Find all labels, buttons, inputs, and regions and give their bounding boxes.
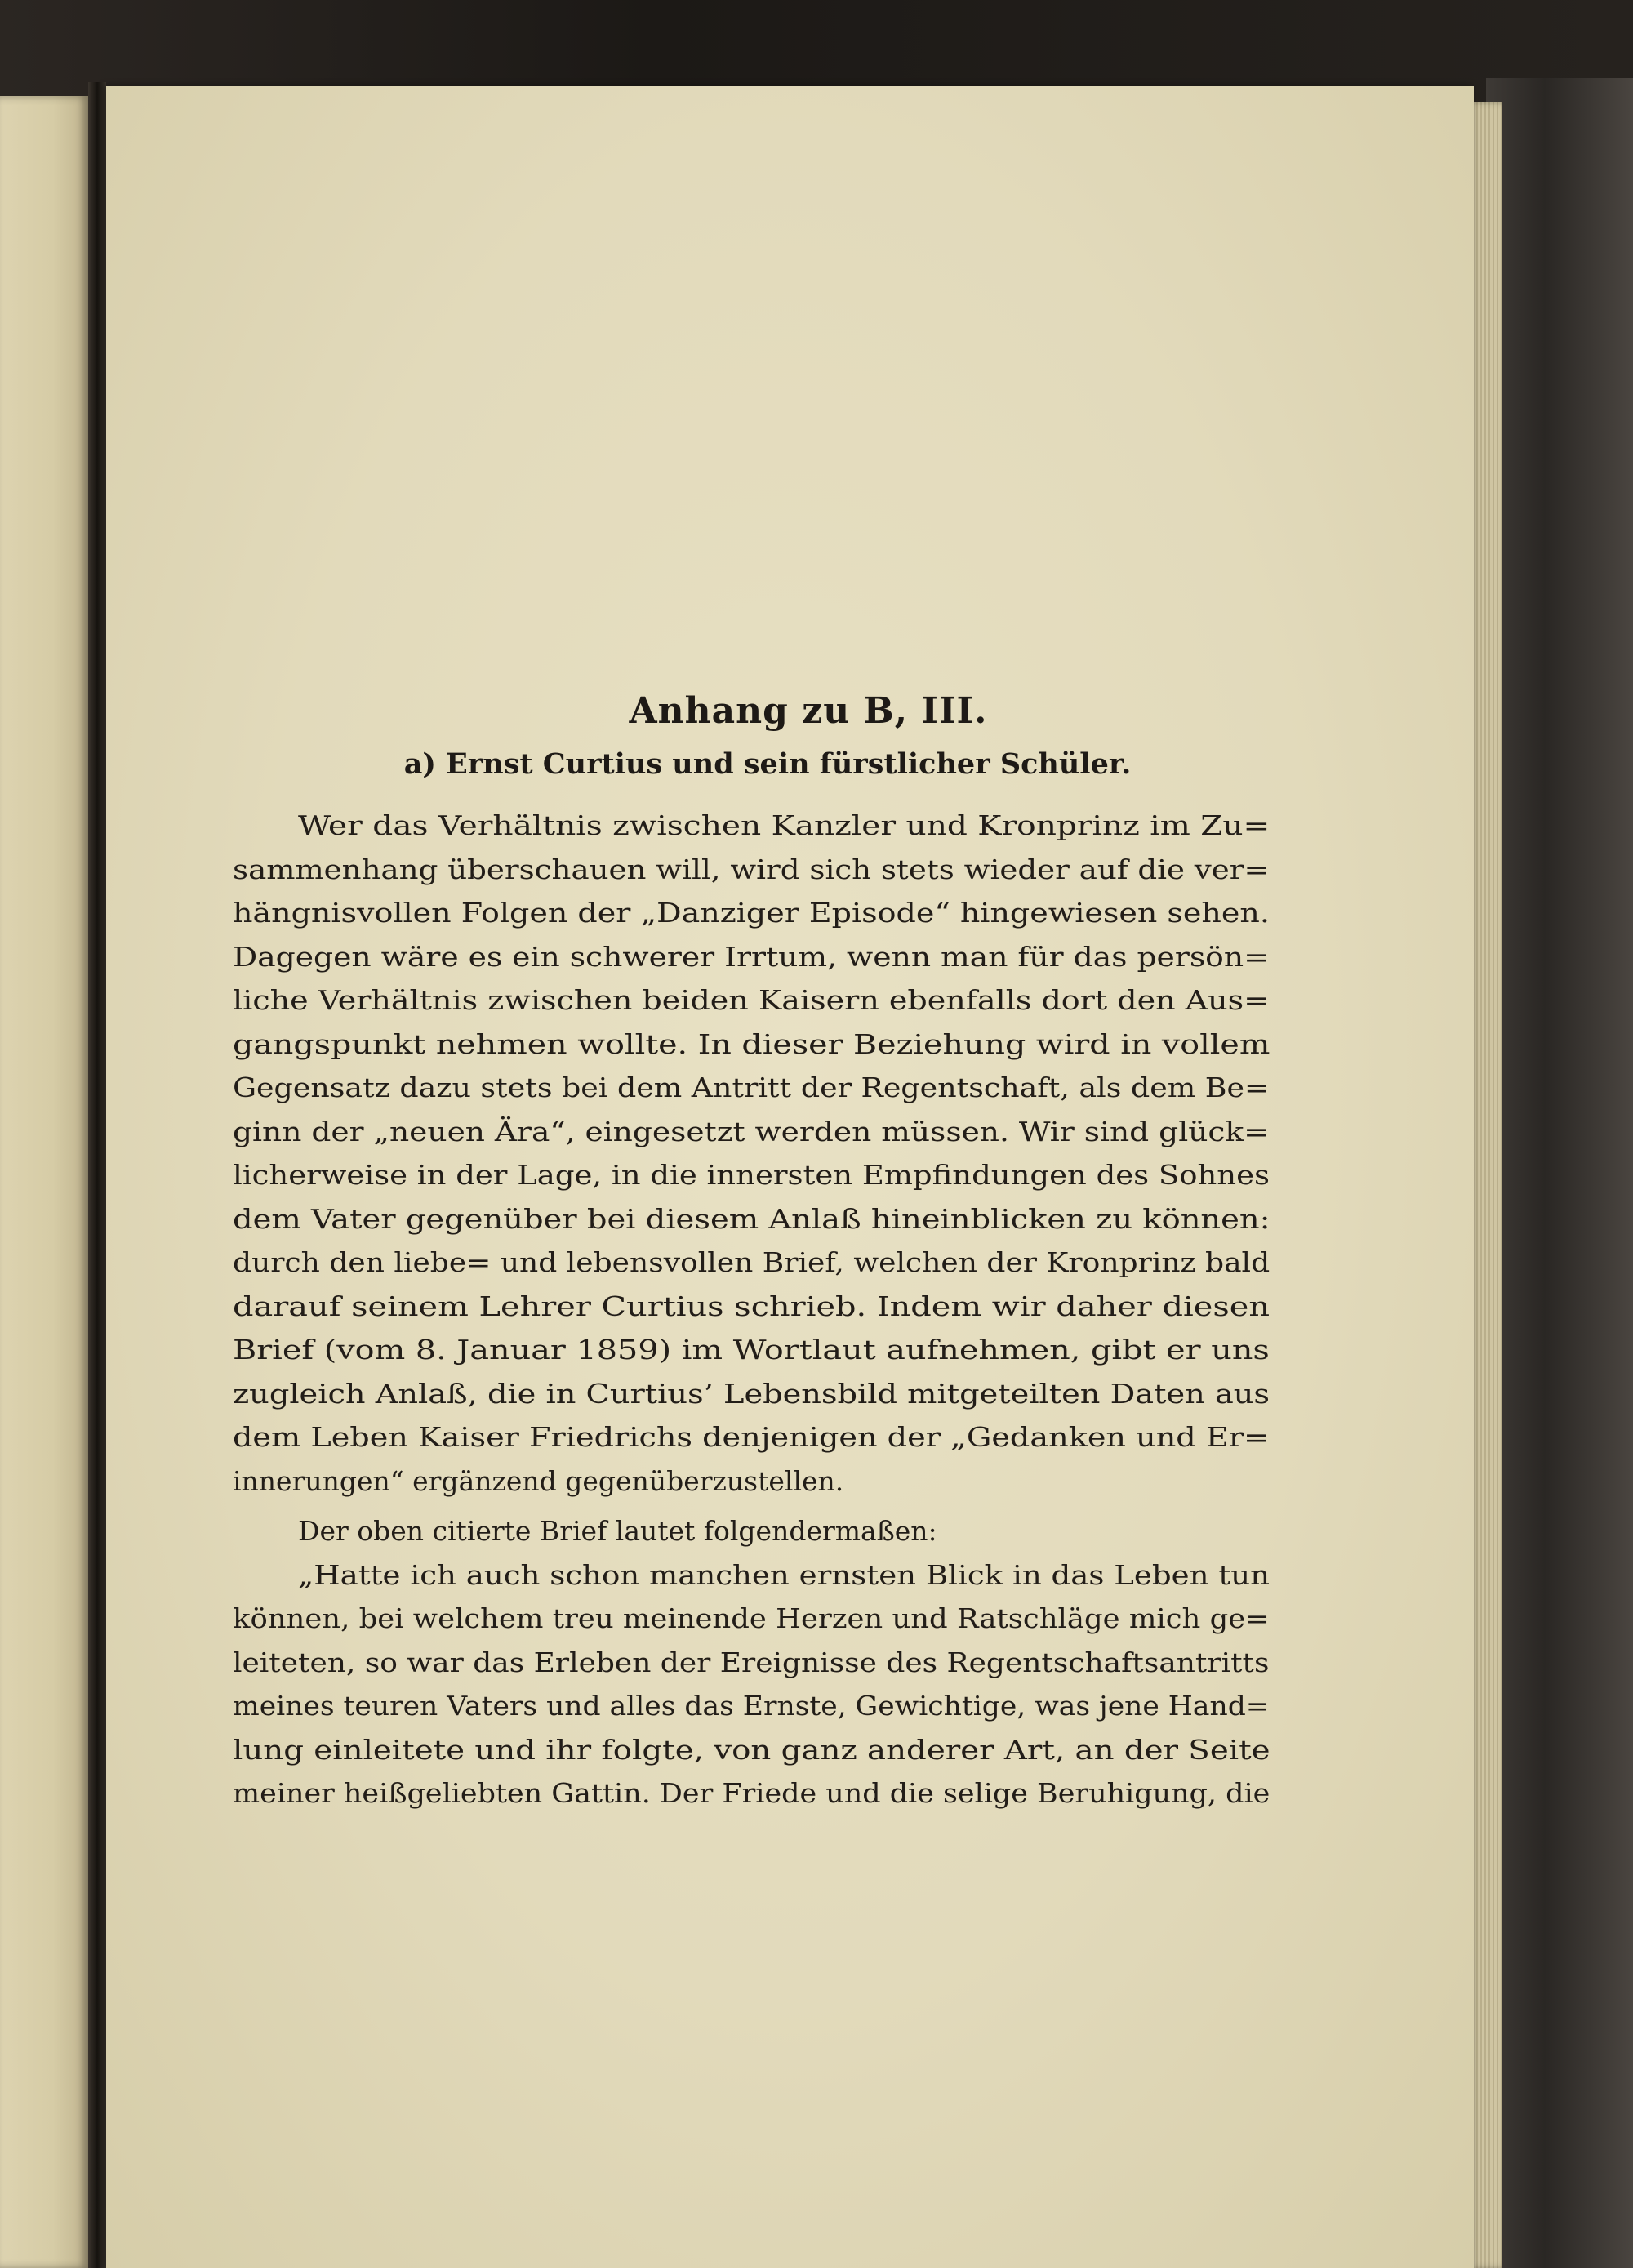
text-line: dem Vater gegenüber bei diesem Anlaß hineinblicken zu können: <box>233 1202 1270 1235</box>
subsection-heading: a) Ernst Curtius und sein fürstlicher Schüler. <box>403 747 1132 781</box>
text-line: zugleich Anlaß, die in Curtius’ Lebensbild mitgeteilten Daten aus <box>233 1377 1270 1410</box>
text-line: können, bei welchem treu meinende Herzen und Ratschläge mich ge= <box>233 1602 1270 1634</box>
book-cover-edge <box>1486 78 1633 2268</box>
section-heading: Anhang zu B, III. <box>629 690 988 732</box>
text-line: Wer das Verhältnis zwischen Kanzler und Kronprinz im Zu= <box>298 809 1270 841</box>
text-line: gangspunkt nehmen wollte. In dieser Beziehung wird in vollem <box>233 1027 1270 1060</box>
book-gutter <box>88 82 106 2268</box>
text-line: Der oben citierte Brief lautet folgendermaßen: <box>298 1515 937 1547</box>
text-line: sammenhang überschauen will, wird sich stets wieder auf die ver= <box>233 853 1270 885</box>
text-line: lung einleitete und ihr folgte, von ganz anderer Art, an der Seite <box>233 1733 1270 1766</box>
previous-page-edge <box>0 96 88 2268</box>
text-line: dem Leben Kaiser Friedrichs denjenigen der „Gedanken und Er= <box>233 1421 1270 1453</box>
text-line: darauf seinem Lehrer Curtius schrieb. Indem wir daher diesen <box>233 1290 1270 1322</box>
text-line: durch den liebe= und lebensvollen Brief, welchen der Kronprinz bald <box>233 1246 1270 1278</box>
text-line: Gegensatz dazu stets bei dem Antritt der Regentschaft, als dem Be= <box>233 1072 1270 1103</box>
text-line: licherweise in der Lage, in die innersten Empfindungen des Sohnes <box>233 1159 1270 1191</box>
text-line: meines teuren Vaters und alles das Ernste, Gewichtige, was jene Hand= <box>233 1690 1270 1722</box>
text-line: liche Verhältnis zwischen beiden Kaisern ebenfalls dort den Aus= <box>233 984 1270 1016</box>
page-stack-edge <box>1470 102 1502 2268</box>
text-line: „Hatte ich auch schon manchen ernsten Blick in das Leben tun <box>298 1558 1270 1591</box>
text-line: Brief (vom 8. Januar 1859) im Wortlaut aufnehmen, gibt er uns <box>233 1334 1270 1366</box>
text-line: hängnisvollen Folgen der „Danziger Episode“ hingewiesen sehen. <box>233 897 1270 929</box>
text-line: ginn der „neuen Ära“, eingesetzt werden müssen. Wir sind glück= <box>233 1115 1270 1147</box>
book-page <box>106 86 1474 2268</box>
text-line: leiteten, so war das Erleben der Ereignisse des Regentschaftsantritts <box>233 1646 1270 1678</box>
text-line: innerungen“ ergänzend gegenüberzustellen. <box>233 1464 844 1497</box>
text-line: meiner heißgeliebten Gattin. Der Friede und die selige Beruhigung, die <box>233 1777 1270 1809</box>
text-line: Dagegen wäre es ein schwerer Irrtum, wenn man für das persön= <box>233 940 1270 973</box>
